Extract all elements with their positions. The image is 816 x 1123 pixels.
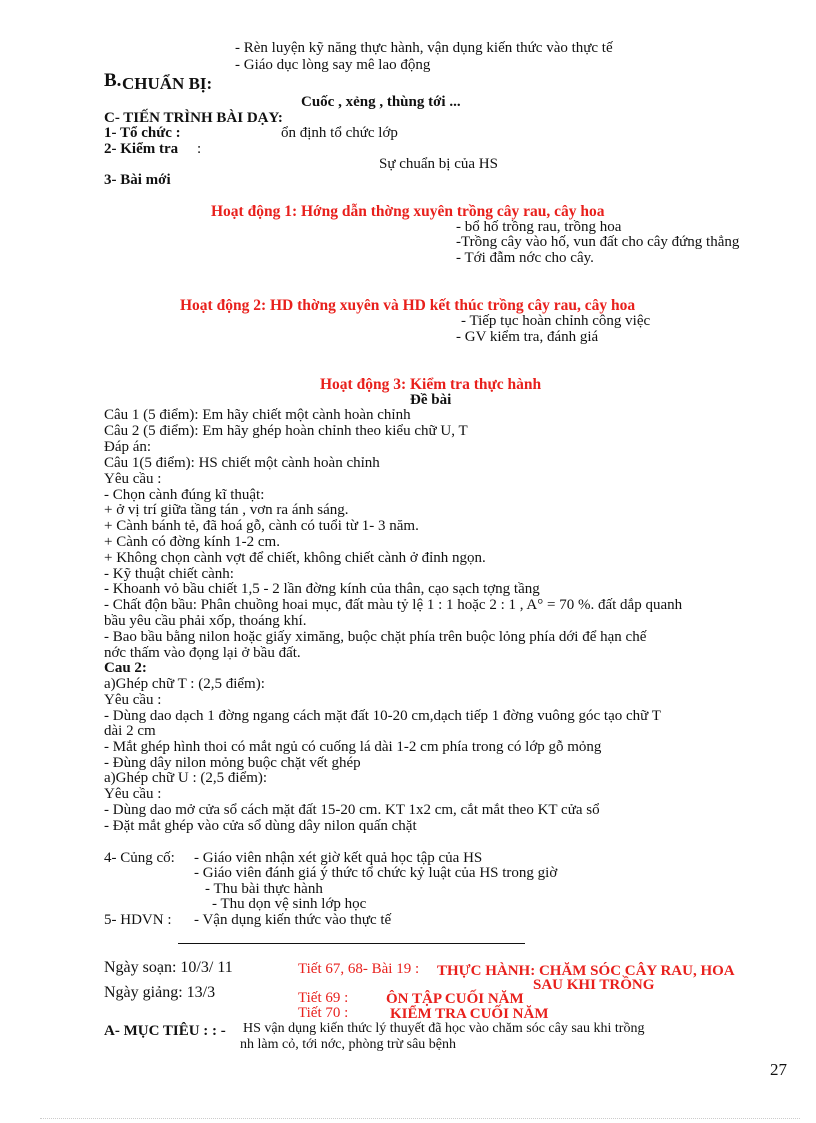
skill-line: - Rèn luyện kỹ năng thực hành, vận dụng kiến thức vào thực tế bbox=[235, 40, 613, 56]
lesson-title-3: KIỂM TRA CUỐI NĂM bbox=[390, 1006, 549, 1022]
activity-2-title: Hoạt động 2: HD thờng xuyên và HD kết thúc trồng cây rau, cây hoa bbox=[180, 297, 636, 314]
section-divider bbox=[178, 943, 525, 944]
q2-line: - Mắt ghép hình thoi có mắt ngủ có cuống lá dài 1-2 cm phía trong có lớp gỗ mỏng bbox=[104, 739, 602, 755]
activity-2-item: - GV kiểm tra, đánh giá bbox=[456, 329, 599, 345]
activity-1-item: - bổ hố trồng rau, trồng hoa bbox=[456, 219, 622, 235]
act3-line: Câu 2 (5 điểm): Em hãy ghép hoàn chỉnh theo kiểu chữ U, T bbox=[104, 423, 468, 439]
process-heading: C- TIẾN TRÌNH BÀI DẠY: bbox=[104, 110, 283, 126]
activity-1-item: -Trồng cây vào hố, vun đất cho cây đứng thẳng bbox=[456, 234, 740, 250]
tiet-67-68: Tiết 67, 68- Bài 19 : bbox=[298, 961, 420, 977]
act3-line: + Cành bánh tẻ, đã hoá gỗ, cành có tuổi từ 1- 3 năm. bbox=[104, 518, 419, 534]
act3-line: - Bao bầu bằng nilon hoặc giấy ximăng, buộc chặt phía trên buộc lỏng phía dới để hạn chế bbox=[104, 629, 647, 645]
act3-line: + ở vị trí giữa tầng tán , vơn ra ánh sáng. bbox=[104, 502, 349, 518]
act3-line: Câu 1 (5 điểm): Em hãy chiết một cành hoàn chỉnh bbox=[104, 407, 411, 423]
act3-line: - Chọn cành đúng kĩ thuật: bbox=[104, 487, 265, 503]
q2-line: Yêu cầu : bbox=[104, 786, 162, 802]
q2-line: - Dùng dao dạch 1 đờng ngang cách mặt đất 10-20 cm,dạch tiếp 1 đờng vuông góc tạo chữ T bbox=[104, 708, 661, 724]
lesson-title-1b: SAU KHI TRỒNG bbox=[533, 977, 655, 993]
consolidate-item: - Thu bài thực hành bbox=[205, 881, 323, 897]
act3-line: + Không chọn cành vợt để chiết, không chiết cành ở đỉnh ngọn. bbox=[104, 550, 486, 566]
activity-1-title: Hoạt động 1: Hớng dẫn thờng xuyên trồng cây rau, cây hoa bbox=[211, 203, 605, 220]
check-value: Sự chuẩn bị của HS bbox=[379, 156, 498, 172]
objective-line: HS vận dụng kiến thức lý thuyết đã học vào chăm sóc cây sau khi trồng bbox=[243, 1021, 645, 1036]
org-value: ổn định tổ chức lớp bbox=[281, 125, 398, 141]
org-label: 1- Tổ chức : bbox=[104, 125, 181, 141]
prep-date: Ngày soạn: 10/3/ 11 bbox=[104, 959, 233, 976]
activity-3-subtitle: Đề bài bbox=[410, 392, 452, 408]
activity-2-item: - Tiếp tục hoàn chỉnh công việc bbox=[461, 313, 651, 329]
teach-date: Ngày giảng: 13/3 bbox=[104, 984, 216, 1001]
q2-line: Yêu cầu : bbox=[104, 692, 162, 708]
check-colon: : bbox=[197, 141, 202, 157]
consolidate-item: - Thu dọn vệ sinh lớp học bbox=[212, 896, 367, 912]
act3-line: Đáp án: bbox=[104, 439, 152, 455]
act3-line: Yêu cầu : bbox=[104, 471, 162, 487]
consolidate-item: - Giáo viên đánh giá ý thức tổ chức kỷ luật của HS trong giờ bbox=[194, 865, 558, 881]
activity-1-item: - Tới đẫm nớc cho cây. bbox=[456, 250, 594, 266]
check-label: 2- Kiểm tra bbox=[104, 141, 179, 157]
lesson-title-1a: THỰC HÀNH: CHĂM SÓC CÂY RAU, HOA bbox=[437, 963, 735, 979]
objective-label: A- MỤC TIÊU : : - bbox=[104, 1023, 226, 1039]
question-2-label: Cau 2: bbox=[104, 660, 147, 676]
objective-line: nh làm cỏ, tới nớc, phòng trừ sâu bệnh bbox=[240, 1037, 457, 1052]
act3-line: - Kỹ thuật chiết cành: bbox=[104, 566, 234, 582]
page-bottom-border bbox=[40, 1118, 800, 1119]
prep-tools: Cuốc , xẻng , thùng tới ... bbox=[301, 94, 461, 110]
act3-line: - Khoanh vỏ bầu chiết 1,5 - 2 lần đờng kính của thân, cạo sạch tợng tầng bbox=[104, 581, 540, 597]
homework-label: 5- HDVN : bbox=[104, 912, 172, 928]
act3-line: bầu yêu cầu phải xốp, thoáng khí. bbox=[104, 613, 307, 629]
q2-line: - Đặt mắt ghép vào cửa sổ dùng dây nilon quấn chặt bbox=[104, 818, 417, 834]
education-line: - Giáo dục lòng say mê lao động bbox=[235, 57, 431, 73]
q2-line: a)Ghép chữ U : (2,5 điểm): bbox=[104, 770, 268, 786]
q2-line: a)Ghép chữ T : (2,5 điểm): bbox=[104, 676, 265, 692]
consolidate-item: - Giáo viên nhận xét giờ kết quả học tập của HS bbox=[194, 850, 483, 866]
act3-line: Câu 1(5 điểm): HS chiết một cành hoàn chỉnh bbox=[104, 455, 380, 471]
q2-line: dài 2 cm bbox=[104, 723, 156, 739]
prep-heading-letter: B. bbox=[104, 70, 122, 91]
act3-line: - Chất độn bầu: Phân chuồng hoai mục, đất màu tỷ lệ 1 : 1 hoặc 2 : 1 , A° = 70 %. đất dắp quanh bbox=[104, 597, 683, 613]
act3-line: + Cành có đờng kính 1-2 cm. bbox=[104, 534, 280, 550]
new-lesson-label: 3- Bài mới bbox=[104, 172, 171, 188]
lesson-title-2: ÔN TẬP CUỐI NĂM bbox=[386, 991, 524, 1007]
q2-line: - Đùng dây nilon mỏng buộc chặt vết ghép bbox=[104, 755, 361, 771]
act3-line: nớc thấm vào đọng lại ở bầu đất. bbox=[104, 645, 301, 661]
q2-line: - Dùng dao mở cửa sổ cách mặt đất 15-20 cm. KT 1x2 cm, cắt mắt theo KT cửa sổ bbox=[104, 802, 600, 818]
consolidate-label: 4- Củng cố: bbox=[104, 850, 175, 866]
tiet-69: Tiết 69 : bbox=[298, 990, 349, 1006]
tiet-70: Tiết 70 : bbox=[298, 1005, 349, 1021]
activity-3-title: Hoạt động 3: Kiểm tra thực hành bbox=[320, 376, 542, 393]
prep-heading: CHUẨN BỊ: bbox=[122, 74, 213, 93]
page-number: 27 bbox=[770, 1060, 787, 1079]
homework-text: - Vận dụng kiến thức vào thực tế bbox=[194, 912, 392, 928]
